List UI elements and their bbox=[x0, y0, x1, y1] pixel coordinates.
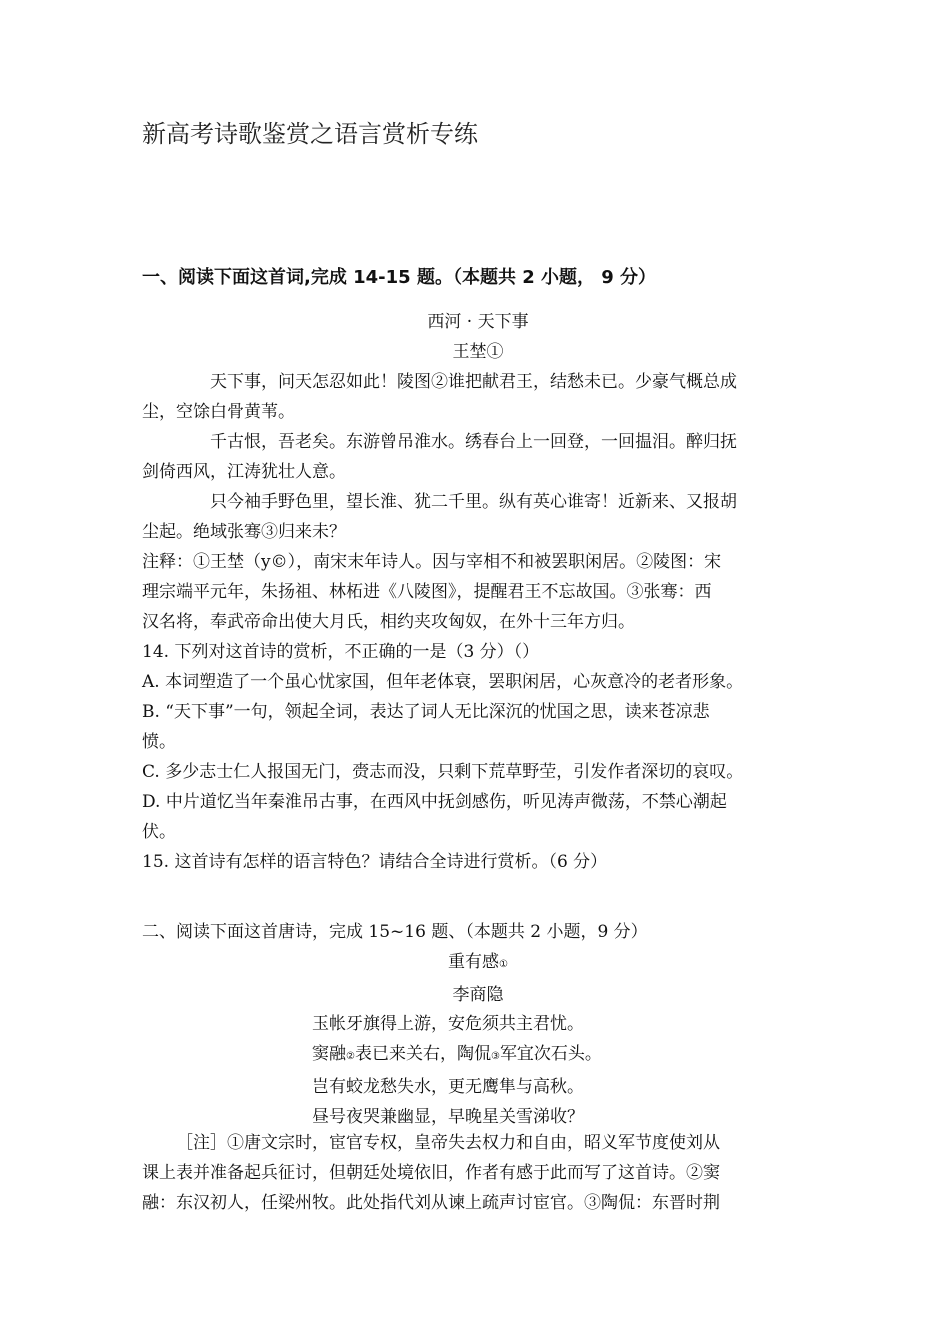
poem2-header bbox=[142, 947, 814, 1010]
poem2-verse-2-part: 军宜次石头。 bbox=[499, 1044, 602, 1064]
section1-heading: 一、阅读下面这首词,完成 14-15 题。（本题共 2 小题， 9 分） bbox=[142, 267, 657, 288]
poem1-stanza1-line1: 天下事，问天怎忍如此！陵图②谁把献君王，结愁未已。少豪气概总成 bbox=[210, 372, 737, 392]
poem1-note-line: 汉名将，奉武帝命出使大月氏，相约夹攻匈奴，在外十三年方归。 bbox=[142, 612, 635, 632]
poem1-note-line: 注释：①王埜（y©），南宋末年诗人。因与宰相不和被罢职闲居。②陵图：宋 bbox=[142, 552, 722, 572]
option-b-line2: 愤。 bbox=[142, 732, 176, 752]
poem1-title: 西河 · 天下事 bbox=[427, 312, 529, 332]
option-d-line2: 伏。 bbox=[142, 822, 176, 842]
poem1-stanza3-line1: 只今袖手野色里，望长淮、犹二千里。纵有英心谁寄！近新来、又报胡 bbox=[210, 492, 737, 512]
option-b-line1: B. “天下事”一句，领起全词，表达了词人无比深沉的忧国之思，读来苍凉悲 bbox=[142, 702, 710, 722]
poem2-note-line: 课上表并准备起兵征讨，但朝廷处境依旧，作者有感于此而写了这首诗。②窦 bbox=[142, 1163, 720, 1183]
section2-heading-block bbox=[142, 917, 814, 947]
poem1-header bbox=[142, 307, 814, 367]
poem2-title: 重有感 bbox=[448, 952, 500, 972]
poem2-verse-1: 玉帐牙旗得上游，安危须共主君忧。 bbox=[312, 1014, 584, 1034]
option-a: A. 本词塑造了一个虽心忧家国，但年老体衰，罢职闲居，心灰意冷的老者形象。 bbox=[142, 672, 744, 692]
option-c: C. 多少志士仁人报国无门，赍志而没，只剩下荒草野茔，引发作者深切的哀叹。 bbox=[142, 762, 744, 782]
question-15-stem: 15. 这首诗有怎样的语言特色？请结合全诗进行赏析。（6 分） bbox=[142, 852, 608, 872]
poem1-note-line: 理宗端平元年，朱扬祖、林柘进《八陵图》，提醒君王不忘故国。③张骞：西 bbox=[142, 582, 712, 602]
question-14-stem: 14. 下列对这首诗的赏析，不正确的一是（3 分）（） bbox=[142, 642, 540, 662]
poem2-note-mark-2: ② bbox=[346, 1051, 355, 1062]
poem2-title-line bbox=[142, 947, 814, 980]
poem1-notes bbox=[142, 547, 814, 637]
poem2-verse-2-part: 窦融 bbox=[312, 1044, 346, 1064]
poem2-verse-3: 岂有蛟龙愁失水，更无鹰隼与高秋。 bbox=[312, 1077, 584, 1097]
question-14 bbox=[142, 637, 814, 877]
poem2-verse-2 bbox=[142, 1039, 814, 1072]
poem1-author: 王埜① bbox=[452, 342, 504, 362]
poem1-stanza3-line2: 尘起。绝域张骞③归来未？ bbox=[142, 522, 346, 542]
poem1-body bbox=[142, 367, 814, 547]
poem2-note-line: 融：东汉初人，任梁州牧。此处指代刘从谏上疏声讨宦官。③陶侃：东晋时荆 bbox=[142, 1193, 720, 1213]
poem1-stanza2-line1: 千古恨，吾老矣。东游曾吊淮水。绣春台上一回登，一回揾泪。醉归抚 bbox=[210, 432, 737, 452]
poem2-verse-4: 昼号夜哭兼幽显，早晚星关雪涕收？ bbox=[312, 1107, 584, 1127]
option-d-line1: D. 中片道忆当年秦淮吊古事，在西风中抚剑感伤，听见涛声微荡，不禁心潮起 bbox=[142, 792, 727, 812]
poem2-note-line: ［注］①唐文宗时，宦官专权，皇帝失去权力和自由，昭义军节度使刘从 bbox=[176, 1133, 720, 1153]
poem2-body bbox=[142, 1009, 814, 1132]
document-title: 新高考诗歌鉴赏之语言赏析专练 bbox=[142, 120, 478, 148]
poem1-stanza2-line2: 剑倚西风，江涛犹壮人意。 bbox=[142, 462, 346, 482]
poem2-note-mark-3: ③ bbox=[490, 1051, 500, 1062]
poem2-title-note-mark: ① bbox=[499, 959, 508, 970]
section2-heading: 二、阅读下面这首唐诗，完成 15~16 题、（本题共 2 小题，9 分） bbox=[142, 922, 648, 942]
poem2-author: 李商隐 bbox=[452, 985, 504, 1005]
poem2-verse-2-part: 表已来关右，陶侃 bbox=[354, 1044, 491, 1064]
poem2-notes bbox=[142, 1128, 814, 1218]
poem1-stanza1-line2: 尘，空馀白骨黄苇。 bbox=[142, 402, 295, 422]
